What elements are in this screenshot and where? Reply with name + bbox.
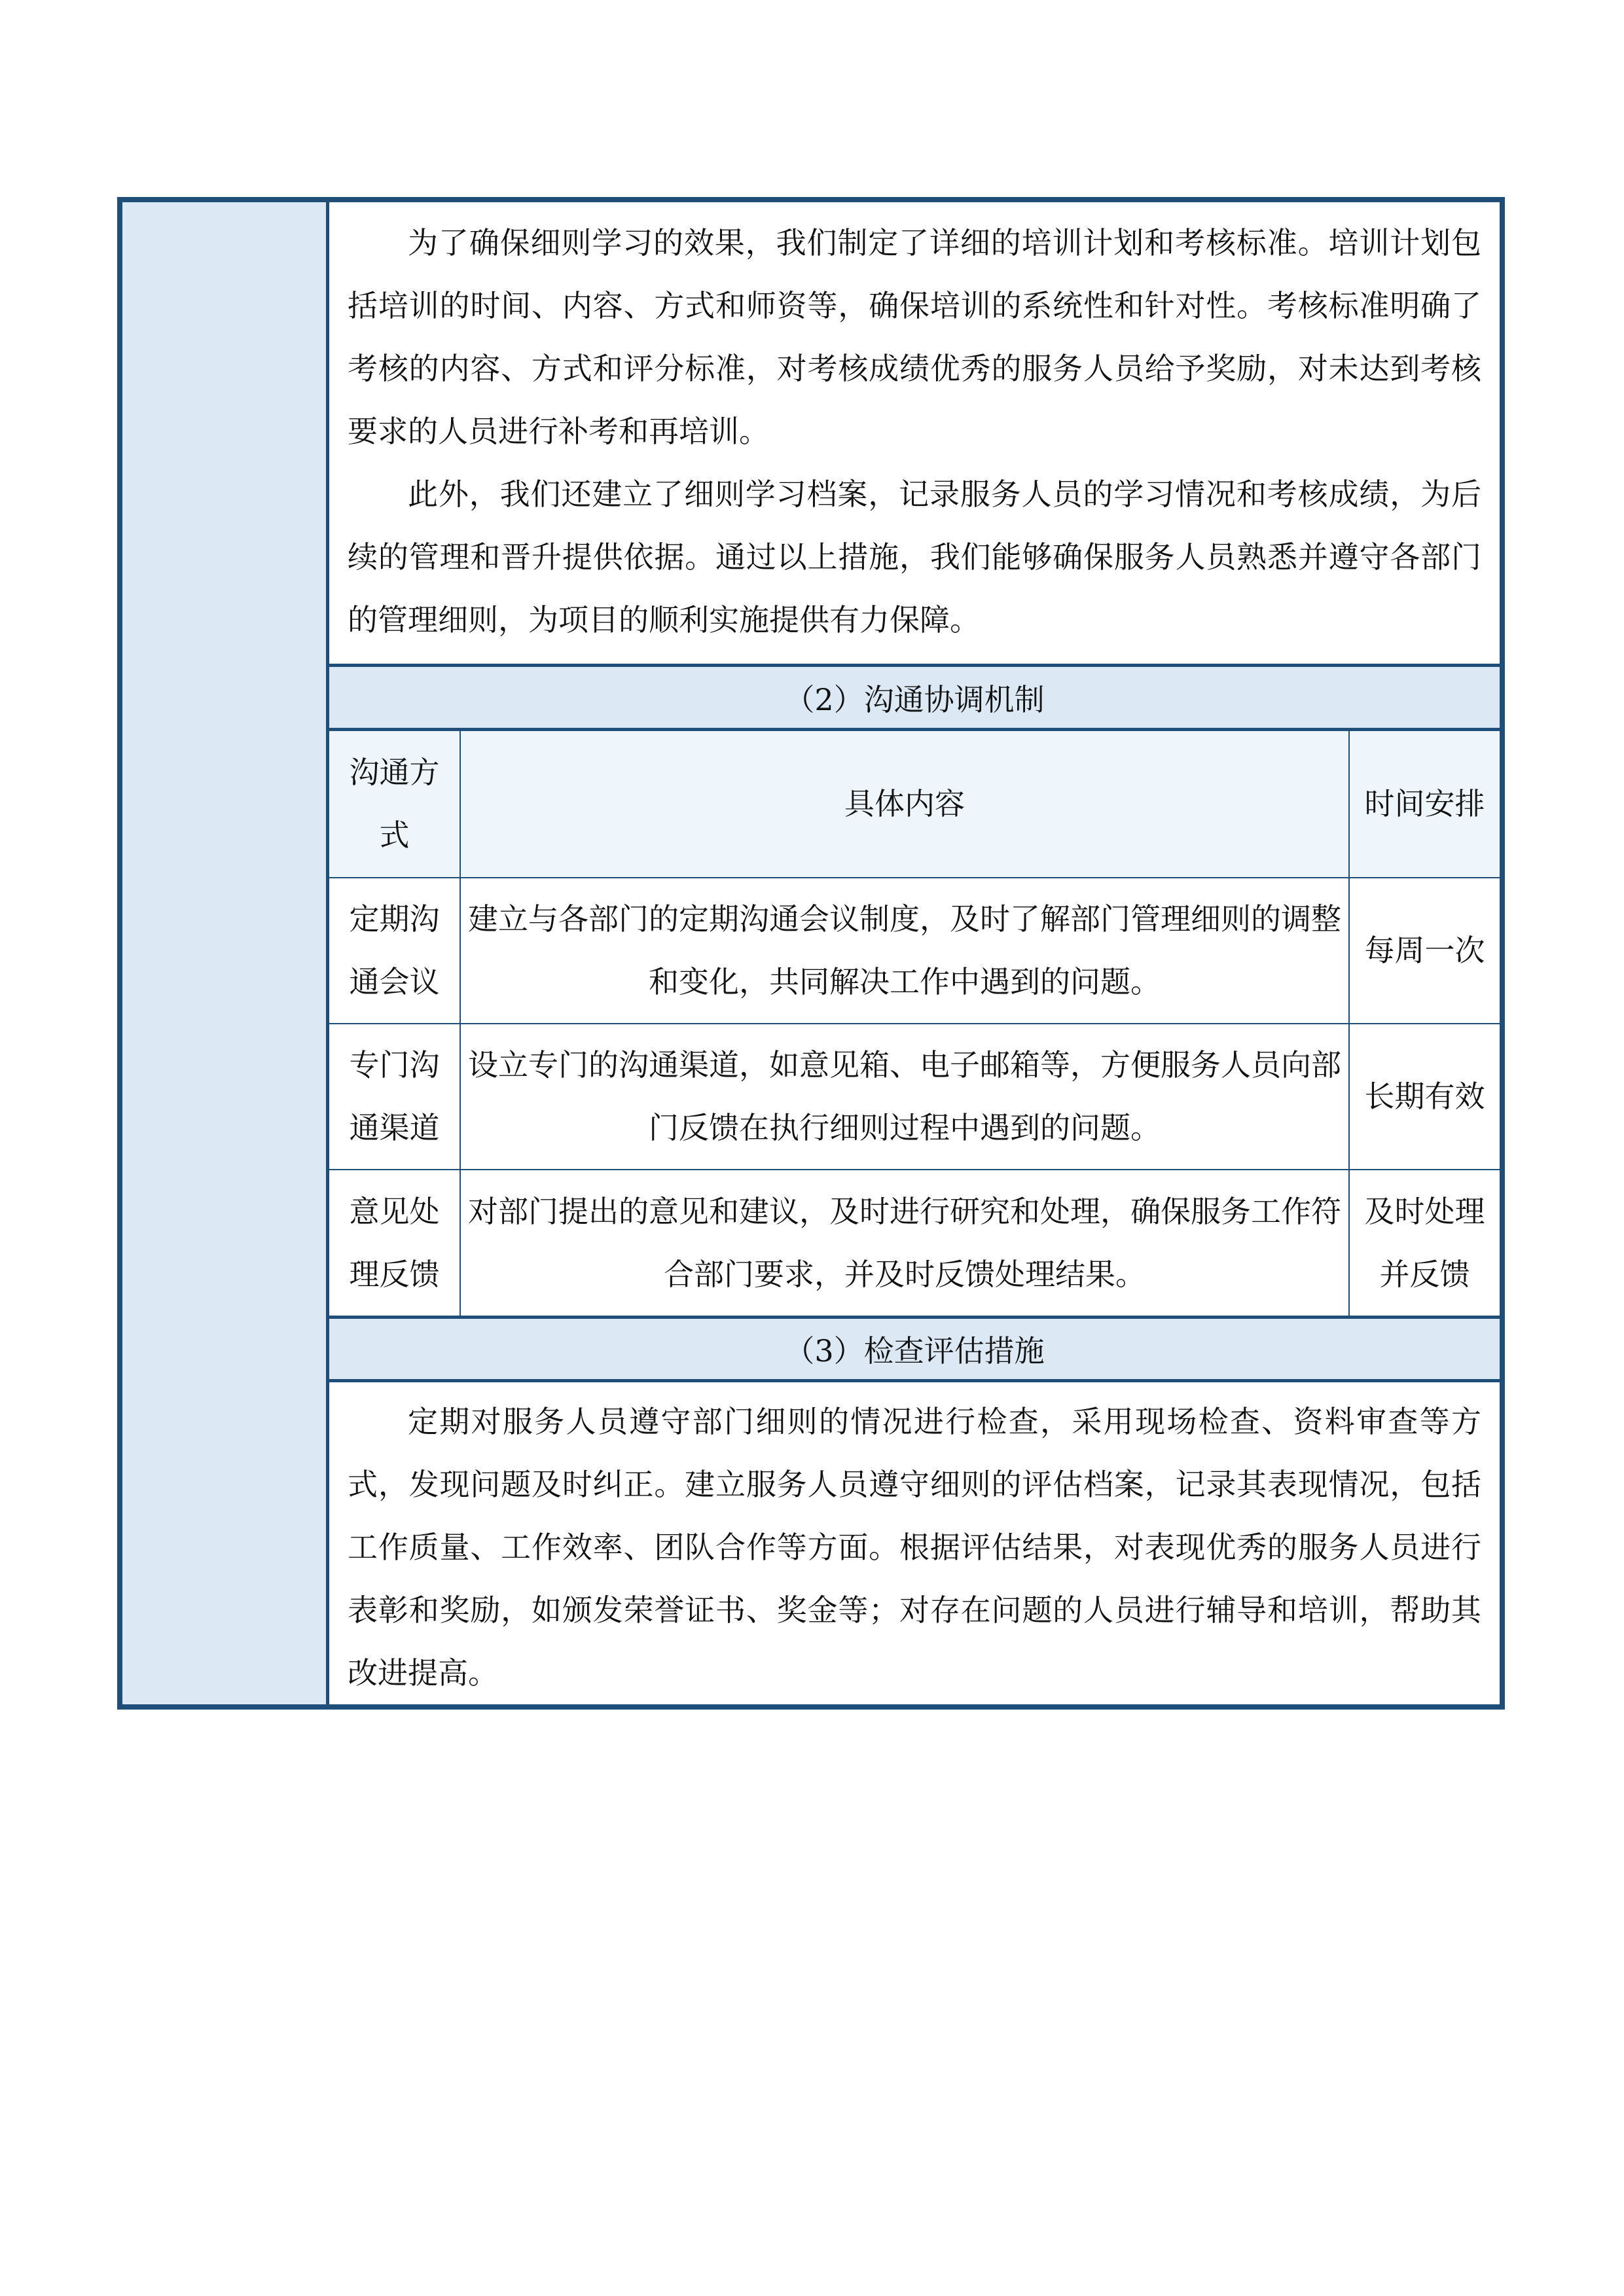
row-content: 建立与各部门的定期沟通会议制度，及时了解部门管理细则的调整和变化，共同解决工作中遇到的问题。 bbox=[460, 878, 1349, 1024]
communication-table bbox=[329, 731, 1500, 1316]
header-schedule: 时间安排 bbox=[1349, 731, 1500, 878]
row-schedule: 长期有效 bbox=[1349, 1024, 1500, 1170]
section-3-paragraph: 定期对服务人员遵守部门细则的情况进行检查，采用现场检查、资料审查等方式，发现问题及时纠正。建立服务人员遵守细则的评估档案，记录其表现情况，包括工作质量、工作效率、团队合作等方面。根据评估结果，对表现优秀的服务人员进行表彰和奖励，如颁发荣誉证书、奖金等；对存在问题的人员进行辅导和培训，帮助其改进提高。 bbox=[348, 1404, 1481, 1691]
table-row bbox=[329, 1024, 1500, 1170]
row-method: 专门沟通渠道 bbox=[329, 1024, 460, 1170]
intro-paragraph-2: 此外，我们还建立了细则学习档案，记录服务人员的学习情况和考核成绩，为后续的管理和晋升提供依据。通过以上措施，我们能够确保服务人员熟悉并遵守各部门的管理细则，为项目的顺利实施提供有力保障。 bbox=[348, 476, 1481, 637]
section-3-text-block bbox=[329, 1382, 1500, 1704]
document-table-frame bbox=[117, 197, 1505, 1710]
table-row bbox=[329, 1170, 1500, 1316]
section-3-title: （3）检查评估措施 bbox=[329, 1316, 1500, 1382]
header-content: 具体内容 bbox=[460, 731, 1349, 878]
row-method: 定期沟通会议 bbox=[329, 878, 460, 1024]
row-method: 意见处理反馈 bbox=[329, 1170, 460, 1316]
left-label-column bbox=[122, 202, 329, 1704]
header-method: 沟通方式 bbox=[329, 731, 460, 878]
row-content: 对部门提出的意见和建议，及时进行研究和处理，确保服务工作符合部门要求，并及时反馈处理结果。 bbox=[460, 1170, 1349, 1316]
table-row bbox=[329, 878, 1500, 1024]
row-schedule: 及时处理并反馈 bbox=[1349, 1170, 1500, 1316]
content-column bbox=[329, 202, 1500, 1704]
intro-text-block bbox=[329, 202, 1500, 664]
intro-paragraph-1: 为了确保细则学习的效果，我们制定了详细的培训计划和考核标准。培训计划包括培训的时间、内容、方式和师资等，确保培训的系统性和针对性。考核标准明确了考核的内容、方式和评分标准，对考核成绩优秀的服务人员给予奖励，对未达到考核要求的人员进行补考和再培训。 bbox=[348, 225, 1481, 449]
table-header-row bbox=[329, 731, 1500, 878]
section-2-title: （2）沟通协调机制 bbox=[329, 664, 1500, 730]
row-content: 设立专门的沟通渠道，如意见箱、电子邮箱等，方便服务人员向部门反馈在执行细则过程中遇到的问题。 bbox=[460, 1024, 1349, 1170]
row-schedule: 每周一次 bbox=[1349, 878, 1500, 1024]
